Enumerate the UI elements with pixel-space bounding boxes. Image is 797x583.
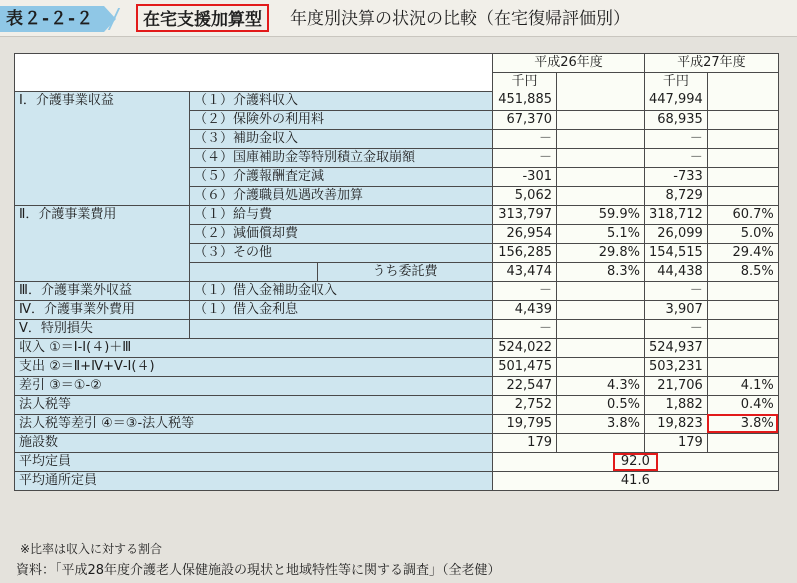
item-label: （３）補助金収入 (190, 129, 493, 148)
value-26: 2,752 (493, 395, 557, 414)
item-label: （６）介護職員処遇改善加算 (190, 186, 493, 205)
item-label: （１）介護料収入 (190, 91, 493, 110)
unit-label-26: 千円 (493, 73, 557, 92)
item-label: （５）介護報酬査定減 (190, 167, 493, 186)
item-label: （１）給与費 (190, 205, 493, 224)
row-label: 支出 ②＝Ⅱ+Ⅳ+Ⅴ-Ⅰ(４) (15, 357, 493, 376)
ratio-26 (557, 300, 645, 319)
ratio-26 (557, 281, 645, 300)
ratio-27 (707, 129, 778, 148)
value-27: 44,438 (645, 262, 708, 281)
value-27: 524,937 (645, 338, 708, 357)
value-26: － (493, 319, 557, 338)
table-row (15, 91, 779, 110)
ratio-27 (707, 300, 778, 319)
value-27: － (645, 129, 708, 148)
category-label: Ⅲ．介護事業外収益 (15, 281, 190, 300)
footnote: ※比率は収入に対する割合 (20, 542, 163, 556)
item-label: （４）国庫補助金等特別積立金取崩額 (190, 148, 493, 167)
table-row (15, 205, 779, 224)
ratio-27 (707, 319, 778, 338)
ratio-27: 8.5% (707, 262, 778, 281)
table-title: 在宅支援加算型 (136, 4, 269, 32)
value-27: 26,099 (645, 224, 708, 243)
ratio-27 (707, 110, 778, 129)
ratio-27 (707, 186, 778, 205)
table-row (15, 319, 779, 338)
value-27: 503,231 (645, 357, 708, 376)
table-number-tag: 表２-２-２ (0, 6, 104, 32)
value-27: 68,935 (645, 110, 708, 129)
table-row (15, 471, 779, 490)
average-capacity-value: 92.0 (613, 453, 658, 471)
value-27: 179 (645, 433, 708, 452)
value-27: 1,882 (645, 395, 708, 414)
value-26: 26,954 (493, 224, 557, 243)
row-label: 差引 ③＝①-② (15, 376, 493, 395)
value-27: 447,994 (645, 91, 708, 110)
table-row (15, 357, 779, 376)
table-row (15, 281, 779, 300)
value-26: 501,475 (493, 357, 557, 376)
ratio-26 (557, 186, 645, 205)
item-label: （１）借入金利息 (190, 300, 493, 319)
value-26: － (493, 281, 557, 300)
row-label: 法人税等 (15, 395, 493, 414)
row-label: 平均定員 (15, 452, 493, 471)
table-row (15, 433, 779, 452)
value-26: 67,370 (493, 110, 557, 129)
value-27: 19,823 (645, 414, 708, 433)
row-label: 平均通所定員 (15, 471, 493, 490)
value-26: 313,797 (493, 205, 557, 224)
ratio-27 (707, 338, 778, 357)
unit-label-27: 千円 (645, 73, 708, 92)
ratio-26 (557, 338, 645, 357)
ratio-27: 0.4% (707, 395, 778, 414)
ratio-26: 5.1% (557, 224, 645, 243)
value-27: 21,706 (645, 376, 708, 395)
row-label: 収入 ①＝Ⅰ-Ⅰ(４)＋Ⅲ (15, 338, 493, 357)
ratio-27 (707, 357, 778, 376)
category-label: Ⅱ．介護事業費用 (15, 205, 190, 281)
value-27: － (645, 281, 708, 300)
value-26: 156,285 (493, 243, 557, 262)
row-label: 施設数 (15, 433, 493, 452)
value-26: 4,439 (493, 300, 557, 319)
ratio-26: 29.8% (557, 243, 645, 262)
value-27: 318,712 (645, 205, 708, 224)
category-label: Ⅳ．介護事業外費用 (15, 300, 190, 319)
value-26: -301 (493, 167, 557, 186)
ratio-26 (557, 167, 645, 186)
title-bar (0, 0, 797, 37)
table-row (15, 395, 779, 414)
table-subtitle: 年度別決算の状況の比較（在宅復帰評価別） (290, 9, 630, 29)
table-row (15, 300, 779, 319)
ratio-26 (557, 91, 645, 110)
table-row (15, 338, 779, 357)
year-header-26: 平成26年度 (493, 54, 645, 73)
category-label: Ⅴ．特別損失 (15, 319, 190, 338)
value-26: 43,474 (493, 262, 557, 281)
ratio-26: 4.3% (557, 376, 645, 395)
value-27: － (645, 148, 708, 167)
value-26: 179 (493, 433, 557, 452)
ratio-27: 4.1% (707, 376, 778, 395)
table-row (15, 452, 779, 471)
ratio-26 (557, 129, 645, 148)
value-27: 8,729 (645, 186, 708, 205)
item-label: （２）減価償却費 (190, 224, 493, 243)
ratio-26: 8.3% (557, 262, 645, 281)
value-27: － (645, 319, 708, 338)
source-citation: 資料：「平成28年度介護老人保健施設の現状と地域特性等に関する調査」（全老健） (16, 563, 501, 578)
ratio-27: 60.7% (707, 205, 778, 224)
ratio-27-highlighted: 3.8% (707, 414, 778, 433)
ratio-27: 5.0% (707, 224, 778, 243)
row-label: 法人税等差引 ④＝③-法人税等 (15, 414, 493, 433)
year-header-27: 平成27年度 (645, 54, 779, 73)
value-26: 524,022 (493, 338, 557, 357)
value-26: 19,795 (493, 414, 557, 433)
item-label: （２）保険外の利用料 (190, 110, 493, 129)
value-27: 154,515 (645, 243, 708, 262)
value-26: 22,547 (493, 376, 557, 395)
ratio-27 (707, 167, 778, 186)
item-label: （３）その他 (190, 243, 493, 262)
ratio-27 (707, 148, 778, 167)
value-26: 451,885 (493, 91, 557, 110)
ratio-26 (557, 357, 645, 376)
settlement-table (14, 53, 779, 491)
ratio-26 (557, 319, 645, 338)
value-27: 3,907 (645, 300, 708, 319)
ratio-26 (557, 148, 645, 167)
value-26: 5,062 (493, 186, 557, 205)
average-daycare-capacity-value: 41.6 (493, 471, 779, 490)
value-26: － (493, 129, 557, 148)
ratio-27: 29.4% (707, 243, 778, 262)
item-label: （１）借入金補助金収入 (190, 281, 493, 300)
item-label: うち委託費 (318, 262, 493, 281)
ratio-27 (707, 91, 778, 110)
ratio-26: 0.5% (557, 395, 645, 414)
table-row (15, 376, 779, 395)
table-row (15, 414, 779, 433)
ratio-26: 3.8% (557, 414, 645, 433)
value-26: － (493, 148, 557, 167)
ratio-27 (707, 281, 778, 300)
category-label: Ⅰ．介護事業収益 (15, 91, 190, 205)
header-row (15, 54, 779, 73)
value-27: -733 (645, 167, 708, 186)
ratio-26: 59.9% (557, 205, 645, 224)
ratio-26 (557, 110, 645, 129)
